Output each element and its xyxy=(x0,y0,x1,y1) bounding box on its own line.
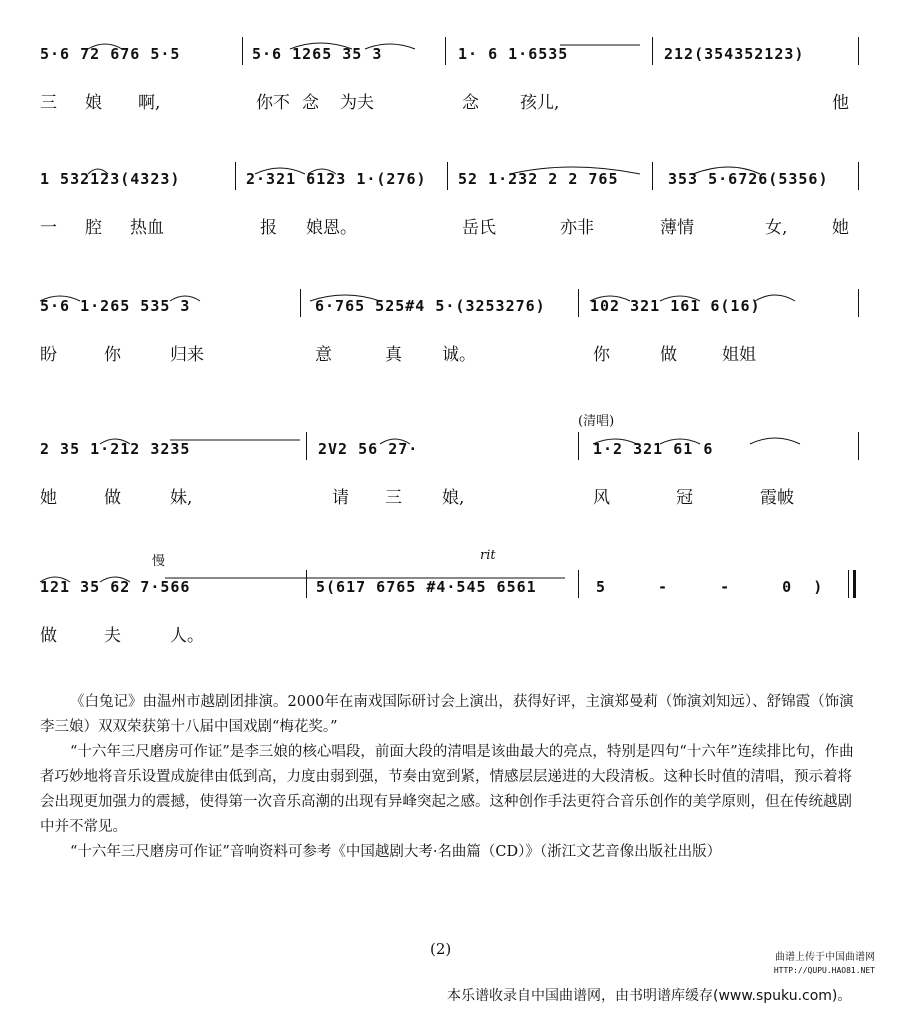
barline xyxy=(447,162,448,190)
notes-measure-2: 2·321 6123 1·(276) xyxy=(246,170,427,188)
lyric: 霞帔 xyxy=(760,488,794,508)
lyric: 念 xyxy=(302,93,319,113)
tempo-marking-slow: 慢 xyxy=(152,554,166,569)
lyric: 你 xyxy=(104,345,121,365)
lyric: 你 xyxy=(593,345,610,365)
notes-measure-4: 353 5·6726(5356) xyxy=(668,170,829,188)
lyric: 为夫 xyxy=(340,93,374,113)
barline xyxy=(445,37,446,65)
lyric: 腔 xyxy=(85,218,102,238)
lyric: 一 xyxy=(40,218,57,238)
notes-measure-2: 2V2 56 27· xyxy=(318,440,419,458)
lyric: 热血 xyxy=(130,218,164,238)
lyric: 他 xyxy=(832,93,849,113)
lyric: 娘恩。 xyxy=(306,218,357,238)
lyric: 请 xyxy=(332,488,349,508)
lyric: 娘, xyxy=(442,488,465,508)
notes-measure-2: 6·765 525#4 5·(3253276) xyxy=(315,297,546,315)
lyric: 三 xyxy=(385,488,402,508)
lyric: 她 xyxy=(40,488,57,508)
commentary-paragraph-1: 《白兔记》由温州市越剧团排演。2000年在南戏国际研讨会上演出，获得好评，主演郑曼莉（饰演刘知远）、舒锦霞（饰演李三娘）双双荣获第十八届中国戏剧“梅花奖。” xyxy=(40,694,854,735)
watermark-line-2: HTTP://QUPU.HAO81.NET xyxy=(773,966,875,975)
lyric: 娘 xyxy=(85,93,102,113)
tempo-marking-rit: rit xyxy=(480,548,496,563)
lyric: 啊, xyxy=(138,93,161,113)
notes-measure-3: 102 321 161 6(16) xyxy=(590,297,761,315)
final-barline xyxy=(853,570,856,598)
barline xyxy=(848,570,849,598)
notes-measure-3: 52 1·232 2 2 765 xyxy=(458,170,619,188)
lyric: 冠 xyxy=(676,488,693,508)
site-watermark xyxy=(774,951,875,977)
lyric: 诚。 xyxy=(442,345,476,365)
lyric: 意 xyxy=(315,345,332,365)
barline xyxy=(242,37,243,65)
notes-measure-1: 5·6 1·265 535 3 xyxy=(40,297,191,315)
notes-measure-1: 5·6 72 676 5·5 xyxy=(40,45,181,63)
barline xyxy=(300,289,301,317)
lyric: 做 xyxy=(104,488,121,508)
notes-measure-3: 1·2 321 61 6 xyxy=(593,440,714,458)
lyric: 薄情 xyxy=(660,218,694,238)
barline xyxy=(652,37,653,65)
lyric: 归来 xyxy=(170,345,204,365)
tempo-marking-qingchang: (清唱) xyxy=(578,414,615,429)
lyric: 报 xyxy=(260,218,277,238)
lyric: 人。 xyxy=(170,626,204,646)
lyric: 孩儿, xyxy=(520,93,560,113)
notes-measure-2: 5(617 6765 #4·545 6561 xyxy=(316,578,537,596)
lyric: 她 xyxy=(832,218,849,238)
lyric: 念 xyxy=(462,93,479,113)
barline xyxy=(652,162,653,190)
notes-measure-4: 212(354352123) xyxy=(664,45,805,63)
lyric: 做 xyxy=(40,626,57,646)
lyric: 三 xyxy=(40,93,57,113)
lyric: 盼 xyxy=(40,345,57,365)
barline xyxy=(578,570,579,598)
barline xyxy=(578,289,579,317)
commentary-paragraph-2: “十六年三尺磨房可作证”是李三娘的核心唱段，前面大段的清唱是该曲最大的亮点，特别是四句“十六年”连续排比句，作曲者巧妙地将音乐设置成旋律由低到高，力度由弱到强，节奏由宽到紧，情感层层递进的大段清板。这种长时值的清唱，预示着将会出现更加强力的震撼，使得第一次音乐高潮的出现有异峰突起之感。这种创作手法更符合音乐创作的美学原则，但在传统越剧中并不常见。 xyxy=(40,744,854,835)
lyric: 做 xyxy=(660,345,677,365)
lyric: 亦非 xyxy=(560,218,594,238)
commentary-paragraph-3: “十六年三尺磨房可作证”音响资料可参考《中国越剧大考·名曲篇（CD）》（浙江文艺音像出版社出版） xyxy=(70,844,722,860)
notes-measure-3: 1· 6 1·6535 xyxy=(458,45,569,63)
watermark-line-1: 曲谱上传于中国曲谱网 xyxy=(775,952,875,963)
notes-measure-3: 5 - - 0) xyxy=(596,578,845,596)
lyric: 妹, xyxy=(170,488,193,508)
barline xyxy=(578,432,579,460)
page-number: (2) xyxy=(430,940,452,958)
barline xyxy=(858,289,859,317)
lyric: 岳氏 xyxy=(462,218,496,238)
barline xyxy=(306,432,307,460)
notes-measure-1: 2 35 1·212 3235 xyxy=(40,440,191,458)
barline xyxy=(858,162,859,190)
lyric: 你不 xyxy=(256,93,290,113)
barline xyxy=(858,432,859,460)
notes-measure-1: 121 35 62 7·566 xyxy=(40,578,191,596)
barline xyxy=(858,37,859,65)
lyric: 风 xyxy=(593,488,610,508)
notes-measure-2: 5·6 1265 35 3 xyxy=(252,45,383,63)
footer-source-note: 本乐谱收录自中国曲谱网，由书明谱库缓存(www.spuku.com)。 xyxy=(447,988,852,1004)
barline xyxy=(235,162,236,190)
lyric: 姐姐 xyxy=(722,345,756,365)
lyric: 女, xyxy=(765,218,788,238)
lyric: 夫 xyxy=(104,626,121,646)
notes-measure-1: 1 532123(4323) xyxy=(40,170,181,188)
barline xyxy=(306,570,307,598)
lyric: 真 xyxy=(385,345,402,365)
